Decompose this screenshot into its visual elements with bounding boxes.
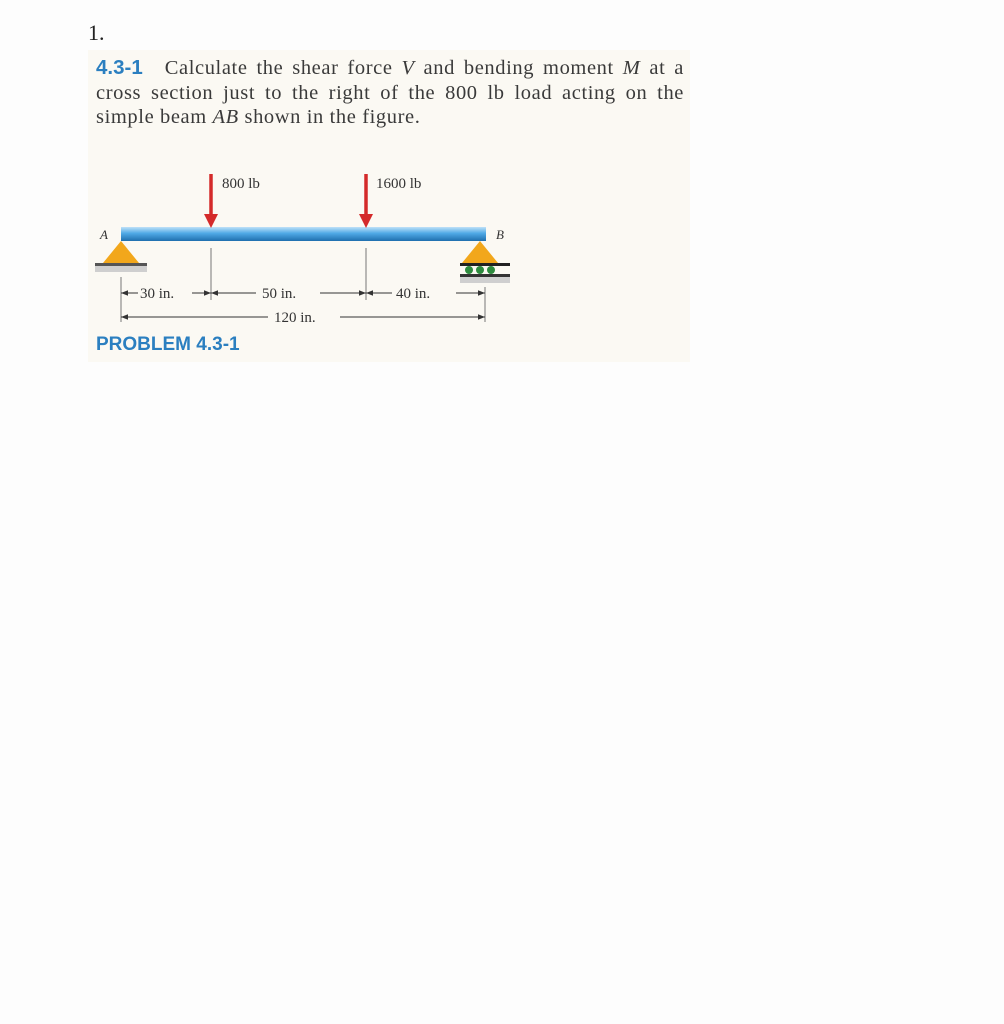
- load-arrow-800: [204, 174, 218, 228]
- problem-number: 4.3-1: [96, 56, 143, 79]
- roller-support-b: [460, 241, 510, 283]
- item-number: 1.: [88, 20, 105, 45]
- var-v: V: [401, 57, 415, 79]
- load-label-1600: 1600 lb: [376, 176, 422, 192]
- dimension-label-30in: 30 in.: [140, 286, 175, 302]
- dimension-label-40in: 40 in.: [396, 286, 431, 302]
- problem-caption: PROBLEM 4.3-1: [96, 334, 240, 355]
- problem-text-1: Calculate the shear force: [164, 57, 402, 79]
- dimension-label-120in: 120 in.: [274, 310, 316, 326]
- dimension-label-50in: 50 in.: [262, 286, 297, 302]
- beam: [121, 227, 486, 241]
- var-m: M: [622, 57, 641, 79]
- support-label-a: A: [100, 227, 108, 242]
- problem-text-4: shown in the figure.: [238, 106, 421, 128]
- load-label-800: 800 lb: [222, 176, 260, 192]
- load-arrow-1600: [359, 174, 373, 228]
- problem-text-3: at a cross section just to the right of the 800 lb load acting on the simple beam: [96, 57, 684, 128]
- problem-text-2: and bending moment: [414, 57, 623, 79]
- problem-card: [88, 50, 690, 362]
- pin-support-a: [95, 241, 147, 272]
- support-label-b: B: [496, 227, 504, 242]
- var-ab: AB: [212, 106, 239, 128]
- beam-figure: [88, 50, 690, 362]
